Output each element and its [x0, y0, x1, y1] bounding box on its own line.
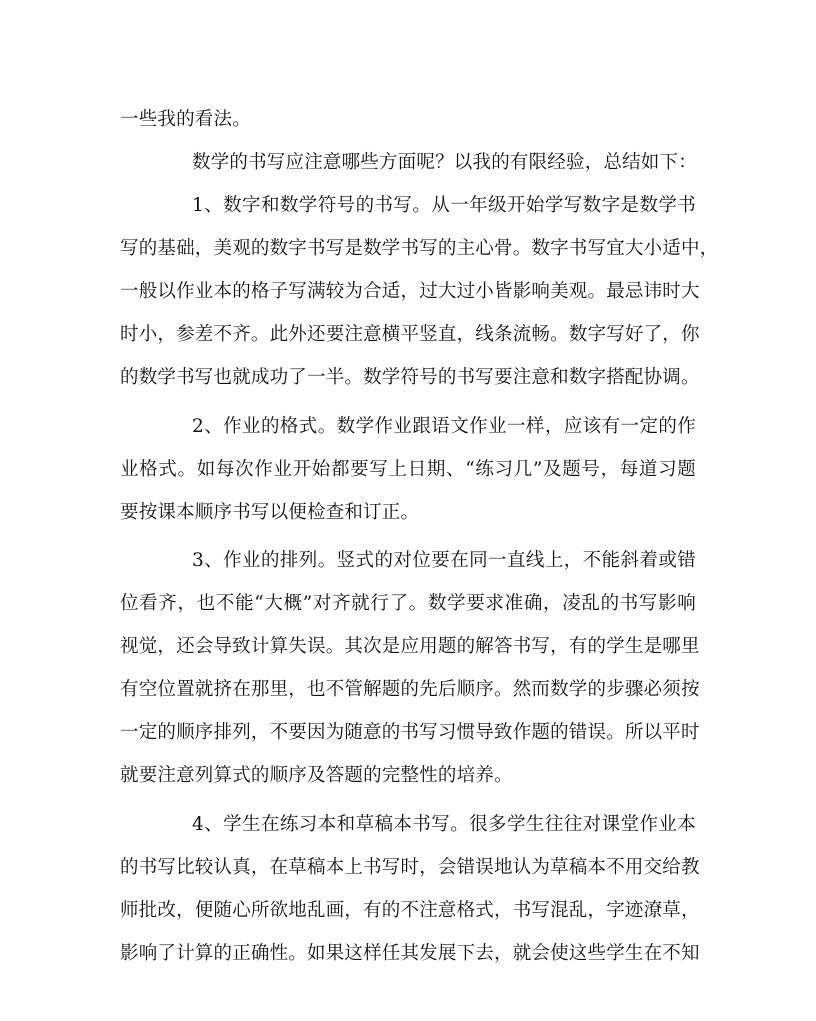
section-3-line: 就要注意列算式的顺序及答题的完整性的培养。	[120, 765, 513, 786]
section-1-heading-line: 1、数字和数学符号的书写。从一年级开始学写数字是数学书	[192, 195, 696, 216]
section-3-line: 位看齐，也不能“大概”对齐就行了。数学要求准确，凌乱的书写影响	[120, 593, 696, 614]
paragraph-continuation-line: 一些我的看法。	[120, 109, 251, 130]
section-1-line: 的数学书写也就成功了一半。数学符号的书写要注意和数字搭配协调。	[120, 367, 700, 388]
section-2-line: 业格式。如每次作业开始都要写上日期、“练习几”及题号，每道习题	[120, 459, 696, 480]
paragraph-intro-line: 数学的书写应注意哪些方面呢？以我的有限经验，总结如下：	[192, 152, 697, 173]
section-3-line: 有空位置就挤在那里，也不管解题的先后顺序。然而数学的步骤必须按	[120, 679, 700, 700]
section-3-line: 视觉，还会导致计算失误。其次是应用题的解答书写，有的学生是哪里	[120, 636, 700, 657]
section-3-heading-line: 3、作业的排列。竖式的对位要在同一直线上，不能斜着或错	[192, 550, 696, 571]
section-4-line: 师批改，便随心所欲地乱画，有的不注意格式，书写混乱，字迹潦草，	[120, 900, 700, 921]
section-2-line: 要按课本顺序书写以便检查和订正。	[120, 502, 420, 523]
section-1-line: 时小，参差不齐。此外还要注意横平竖直，线条流畅。数字写好了，你	[120, 324, 700, 345]
section-4-line: 的书写比较认真，在草稿本上书写时，会错误地认为草稿本不用交给教	[120, 857, 700, 878]
section-1-line: 一般以作业本的格子写满较为合适，过大过小皆影响美观。最忌讳时大	[120, 281, 700, 302]
section-4-line: 影响了计算的正确性。如果这样任其发展下去，就会使这些学生在不知	[120, 943, 700, 964]
section-1-line: 写的基础，美观的数字书写是数学书写的主心骨。数字书写宜大小适中，	[120, 238, 719, 259]
section-2-heading-line: 2、作业的格式。数学作业跟语文作业一样，应该有一定的作	[192, 416, 696, 437]
section-3-line: 一定的顺序排列，不要因为随意的书写习惯导致作题的错误。所以平时	[120, 722, 700, 743]
section-4-heading-line: 4、学生在练习本和草稿本书写。很多学生往往对课堂作业本	[192, 814, 696, 835]
